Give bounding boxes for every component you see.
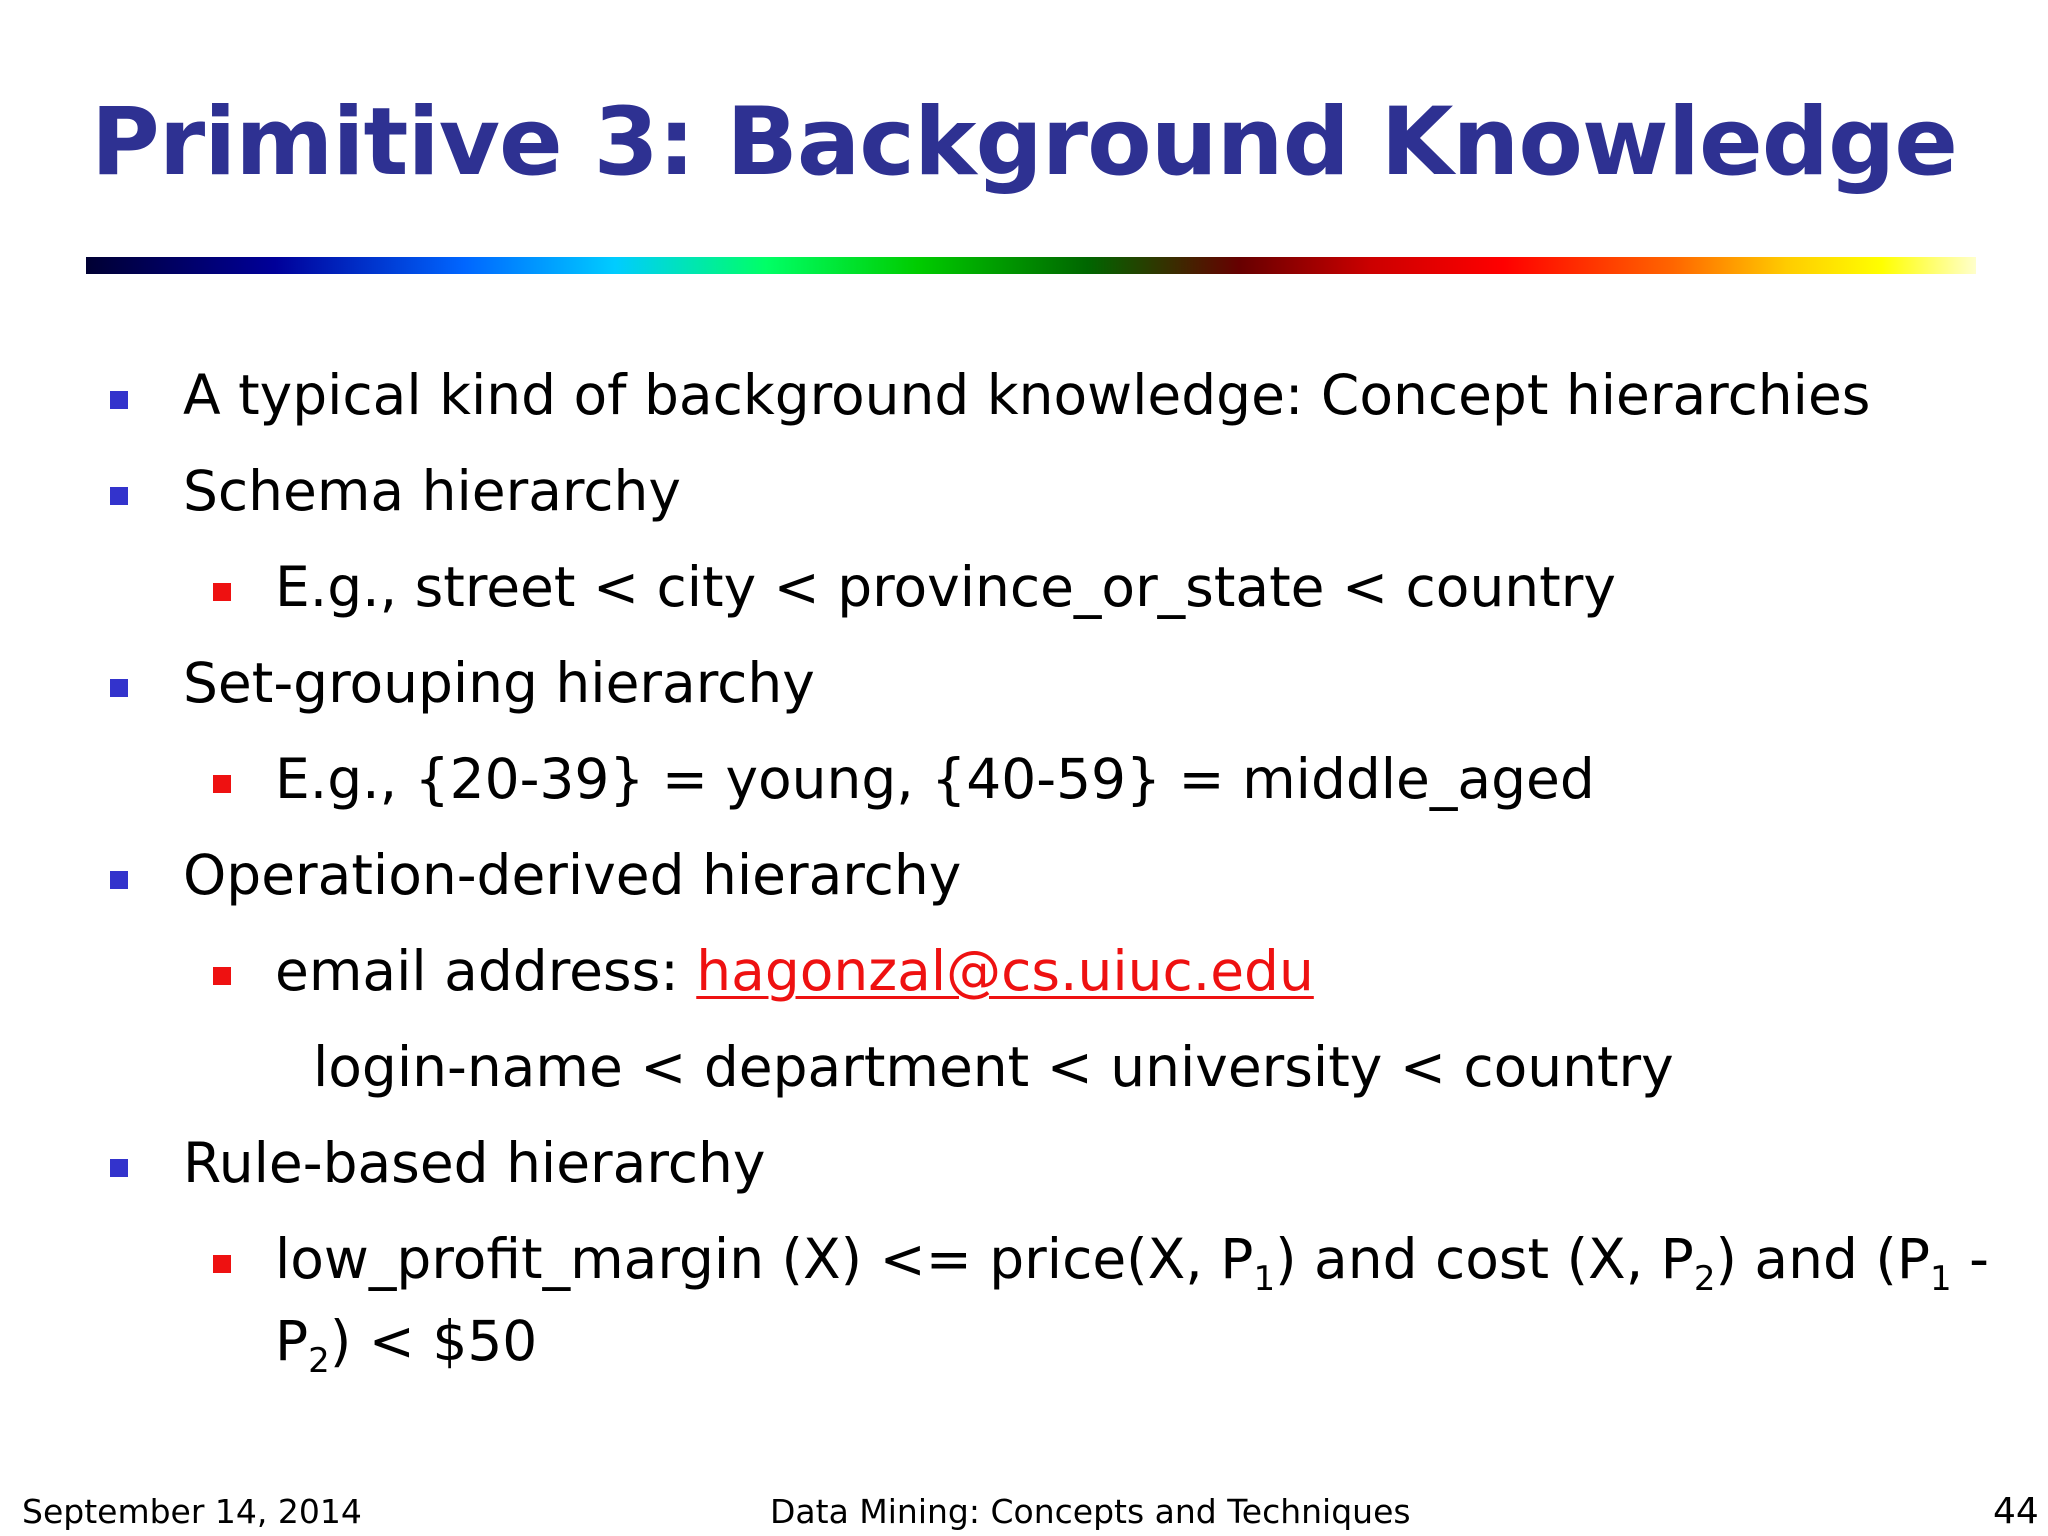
sub-bullet-square-icon xyxy=(213,775,231,793)
sub-bullet-schema-example: E.g., street < city < province_or_state < country xyxy=(275,555,1616,619)
sub-bullet-email-address xyxy=(275,936,1314,1006)
rule-text: ) < $50 xyxy=(329,1309,538,1373)
bullet-square-icon xyxy=(110,679,128,697)
footer-course-title: Data Mining: Concepts and Techniques xyxy=(770,1492,1411,1531)
footer-page-number: 44 xyxy=(1993,1491,2039,1532)
bullet-square-icon xyxy=(110,1159,128,1177)
rule-subscript: 2 xyxy=(308,1341,330,1381)
rule-text: P xyxy=(275,1309,309,1373)
bullet-schema-hierarchy: Schema hierarchy xyxy=(183,459,681,523)
email-link[interactable]: hagonzal@cs.uiuc.edu xyxy=(696,939,1314,1003)
footer-date: September 14, 2014 xyxy=(22,1492,362,1531)
bullet-square-icon xyxy=(110,487,128,505)
bullet-set-grouping-hierarchy: Set-grouping hierarchy xyxy=(183,651,815,715)
bullet-operation-derived-hierarchy: Operation-derived hierarchy xyxy=(183,843,962,907)
rule-subscript: 1 xyxy=(1253,1259,1276,1299)
sub-bullet-square-icon xyxy=(213,967,231,985)
sub-bullet-square-icon xyxy=(213,1255,231,1273)
email-label: email address: xyxy=(275,939,697,1003)
rule-text: ) and cost (X, P xyxy=(1275,1227,1694,1291)
bullet-square-icon xyxy=(110,871,128,889)
bullet-square-icon xyxy=(110,391,128,409)
sub-bullet-set-grouping-example: E.g., {20-39} = young, {40-59} = middle_aged xyxy=(275,747,1595,811)
bullet-concept-hierarchies: A typical kind of background knowledge: Concept hierarchies xyxy=(183,363,1871,427)
rule-subscript: 1 xyxy=(1930,1259,1952,1299)
email-hierarchy-continuation: login-name < department < university < country xyxy=(313,1035,1674,1099)
sub-bullet-square-icon xyxy=(213,583,231,601)
slide-title: Primitive 3: Background Knowledge xyxy=(90,88,1958,197)
bullet-rule-based-hierarchy: Rule-based hierarchy xyxy=(183,1131,766,1195)
rule-text: - xyxy=(1951,1227,1989,1291)
sub-bullet-rule-line-1 xyxy=(275,1224,1989,1299)
rule-subscript: 2 xyxy=(1693,1259,1716,1299)
rule-text: ) and (P xyxy=(1715,1227,1931,1291)
rule-text: low_profit_margin (X) <= price(X, P xyxy=(275,1227,1254,1291)
sub-bullet-rule-line-2 xyxy=(275,1306,538,1381)
